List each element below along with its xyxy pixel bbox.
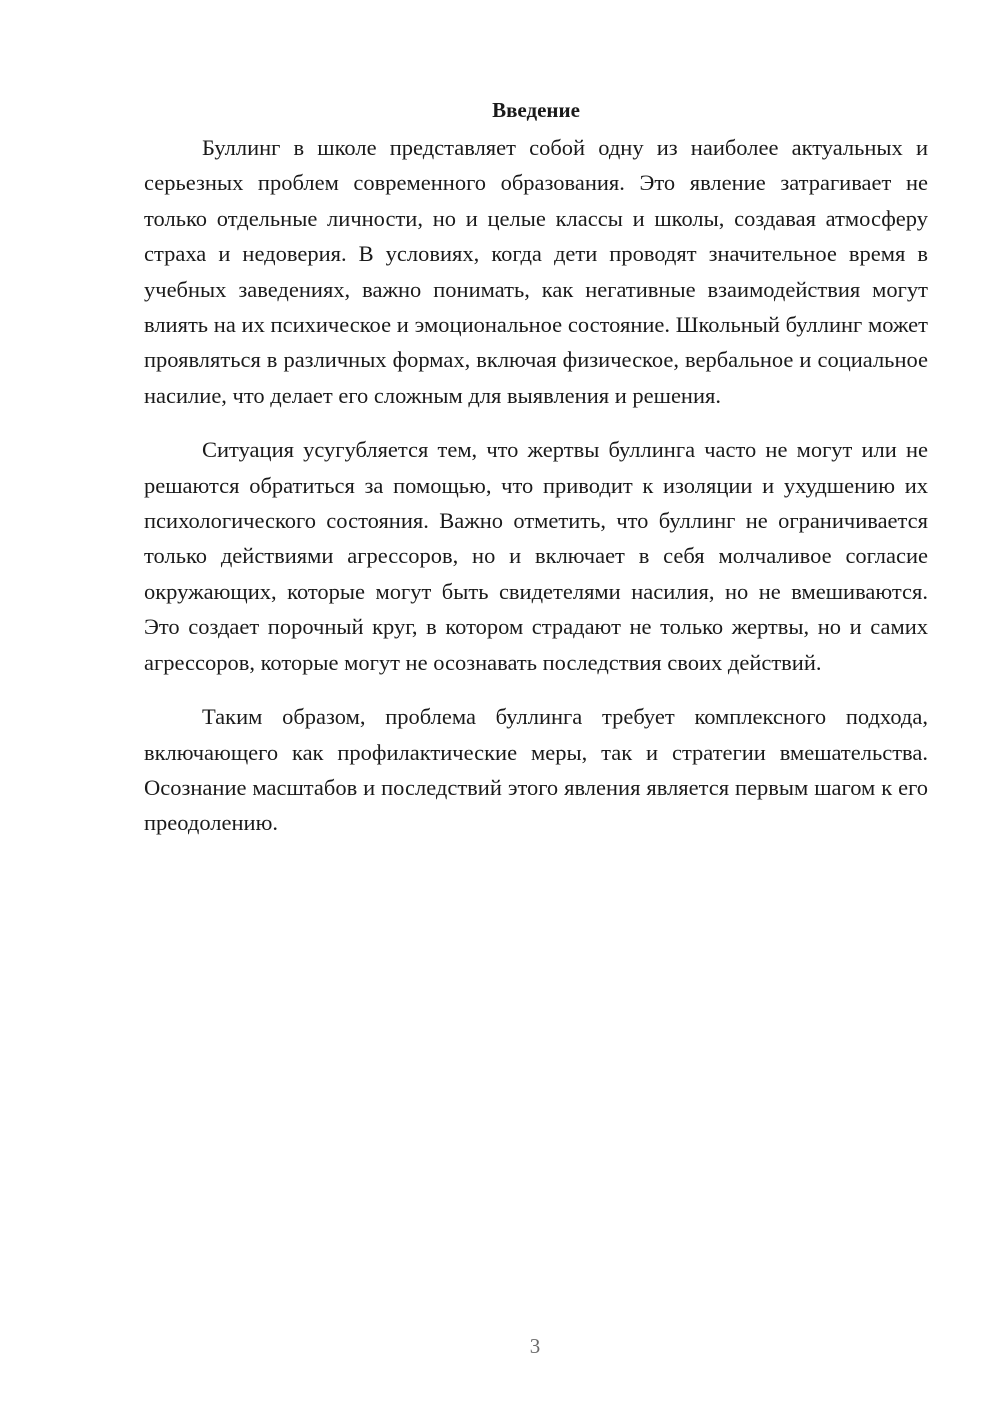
section-heading: Введение [492, 98, 580, 122]
page-number: 3 [529, 1334, 541, 1358]
paragraph-3: Таким образом, проблема буллинга требует комплексного подхода, включающего как профилактические меры, так и стратегии вмешательства. Осознание масштабов и последствий этого явления является первым шагом к его преодолению. [144, 704, 928, 836]
paragraph-1: Буллинг в школе представляет собой одну из наиболее актуальных и серьезных проблем современного образования. Это явление затрагивает не только отдельные личности, но и целые классы и школы, создавая атмосферу страха и недоверия. В условиях, когда дети проводят значительное время в учебных заведениях, важно понимать, как негативные взаимодействия могут влиять на их психическое и эмоциональное состояние. Школьный буллинг может проявляться в различных формах, включая физическое, вербальное и социальное насилие, что делает его сложным для выявления и решения. [144, 135, 928, 408]
document-body [144, 92, 928, 860]
paragraph-2: Ситуация усугубляется тем, что жертвы буллинга часто не могут или не решаются обратиться за помощью, что приводит к изоляции и ухудшению их психологического состояния. Важно отметить, что буллинг не ограничивается только действиями агрессоров, но и включает в себя молчаливое согласие окружающих, которые могут быть свидетелями насилия, но не вмешиваются. Это создает порочный круг, в котором страдают не только жертвы, но и самих агрессоров, которые могут не осознавать последствия своих действий. [144, 437, 928, 675]
